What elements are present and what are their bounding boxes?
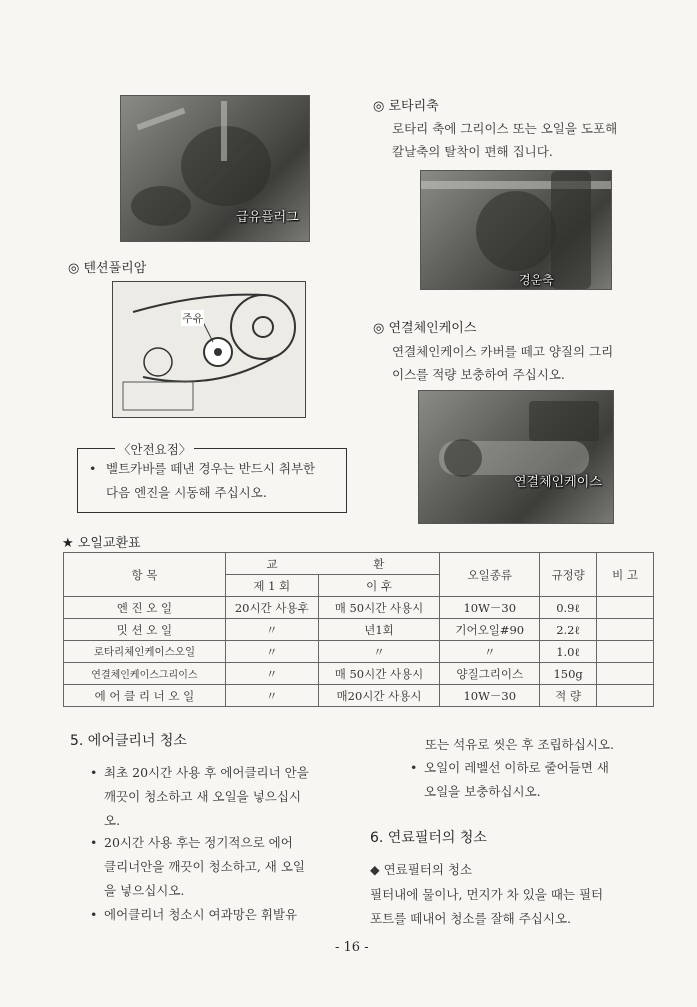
cell-after: 〃 — [318, 641, 440, 663]
cell-after: 년1회 — [318, 619, 440, 641]
oil-table-title: ★ 오일교환표 — [62, 536, 141, 551]
bullet-line: 오일이 레벨선 이하로 줄어들면 새 — [424, 760, 609, 775]
header-item: 항 목 — [64, 553, 226, 597]
cell-first: 〃 — [225, 641, 318, 663]
fuel-plug-label: 급유플러그 — [236, 210, 299, 225]
cell-oil-type: 10W－30 — [440, 685, 540, 707]
table-row — [64, 641, 654, 663]
cell-after: 매 50시간 사용시 — [318, 597, 440, 619]
cell-oil-type: 기어오일#90 — [440, 619, 540, 641]
section5-bullet-4: • 오일이 레벨선 이하로 줄어들면 새 오일을 보충하십시오. — [410, 756, 655, 804]
safety-line1: 벨트카바를 떼낸 경우는 반드시 취부한 — [106, 461, 316, 476]
oiling-point-label: 주유 — [182, 312, 204, 325]
oil-exchange-table — [63, 552, 654, 707]
chain-case-photo — [418, 390, 614, 524]
safety-line2: 다음 엔진을 시동해 주십시오. — [106, 485, 267, 500]
cell-oil-type: 양질그리이스 — [440, 663, 540, 685]
cell-oil-type: 〃 — [440, 641, 540, 663]
cell-item: 연결체인케이스그리이스 — [64, 663, 226, 685]
cell-amount: 2.2ℓ — [540, 619, 597, 641]
bullet-line: 오. — [104, 813, 121, 828]
section6-line2: 포트를 떼내어 청소를 잘해 주십시오. — [370, 911, 571, 926]
section5-heading: 5. 에어클리너 청소 — [70, 733, 187, 749]
header-change-1: 교 — [225, 553, 318, 575]
cell-note — [597, 641, 654, 663]
tension-pulley-heading: ◎ 텐션풀리암 — [68, 261, 147, 276]
cell-amount: 0.9ℓ — [540, 597, 597, 619]
cell-note — [597, 619, 654, 641]
fuel-plug-photo — [120, 95, 310, 242]
cell-oil-type: 10W－30 — [440, 597, 540, 619]
header-note: 비 고 — [597, 553, 654, 597]
section6-heading: 6. 연료필터의 청소 — [370, 830, 487, 846]
chain-case-line2: 이스를 적량 보충하여 주십시오. — [392, 367, 565, 382]
header-after: 이 후 — [318, 575, 440, 597]
bullet-line: 오일을 보충하십시오. — [424, 784, 541, 799]
cell-amount: 1.0ℓ — [540, 641, 597, 663]
cell-item: 로타리체인케이스오일 — [64, 641, 226, 663]
header-oil-type: 오일종류 — [440, 553, 540, 597]
section6-subheading: ◆ 연료필터의 청소 — [370, 862, 473, 877]
cell-note — [597, 663, 654, 685]
rotary-shaft-label: 경운축 — [519, 273, 554, 287]
cell-item: 에 어 클 리 너 오 일 — [64, 685, 226, 707]
bullet-line: 클리너안을 깨끗이 청소하고, 새 오일 — [104, 859, 305, 874]
rotary-shaft-photo — [420, 170, 612, 290]
bullet-line: 을 넣으십시오. — [104, 883, 185, 898]
bullet-line: 에어클리너 청소시 여과망은 휘발유 — [104, 907, 298, 922]
rotary-shaft-line2: 칼날축의 탈착이 편해 집니다. — [392, 144, 553, 159]
header-first: 제 1 회 — [225, 575, 318, 597]
chain-case-label: 연결체인케이스 — [514, 475, 602, 490]
cell-amount: 150g — [540, 663, 597, 685]
bullet-line: 최초 20시간 사용 후 에어클리너 안을 — [104, 765, 309, 780]
safety-title: 〈안전요점〉 — [115, 440, 194, 458]
cell-item: 엔 진 오 일 — [64, 597, 226, 619]
cell-first: 〃 — [225, 663, 318, 685]
section5-bullet-3: • 에어클리너 청소시 여과망은 휘발유 — [90, 903, 350, 927]
cell-first: 20시간 사용후 — [225, 597, 318, 619]
tension-pulley-diagram — [112, 281, 306, 418]
section5-bullet-2: • 20시간 사용 후는 정기적으로 에어 클리너안을 깨끗이 청소하고, 새 오일 을 넣으십시오. — [90, 831, 350, 903]
chain-case-line1: 연결체인케이스 카버를 떼고 양질의 그리 — [392, 344, 614, 359]
bullet-line: 20시간 사용 후는 정기적으로 에어 — [104, 835, 293, 850]
belt-pulley-drawing — [113, 282, 305, 417]
chain-case-heading: ◎ 연결체인케이스 — [373, 321, 477, 336]
rotary-shaft-heading: ◎ 로타리축 — [373, 99, 439, 114]
cell-first: 〃 — [225, 685, 318, 707]
cell-first: 〃 — [225, 619, 318, 641]
section5-continued: 또는 석유로 씻은 후 조립하십시오. — [425, 737, 614, 752]
section6-line1: 필터내에 물이나, 먼지가 차 있을 때는 필터 — [370, 887, 604, 902]
bullet-line: 깨끗이 청소하고 새 오일을 넣으십시 — [104, 789, 302, 804]
header-change-2: 환 — [318, 553, 440, 575]
cell-amount: 적 량 — [540, 685, 597, 707]
cell-after: 매20시간 사용시 — [318, 685, 440, 707]
table-row — [64, 663, 654, 685]
rotary-shaft-line1: 로타리 축에 그리이스 또는 오일을 도포해 — [392, 121, 618, 136]
header-amount: 규정량 — [540, 553, 597, 597]
safety-bullet: • — [89, 461, 97, 476]
cell-note — [597, 597, 654, 619]
cell-note — [597, 685, 654, 707]
cell-after: 매 50시간 사용시 — [318, 663, 440, 685]
table-row — [64, 685, 654, 707]
cell-item: 밋 션 오 일 — [64, 619, 226, 641]
page-number: - 16 - — [335, 940, 369, 955]
table-row — [64, 619, 654, 641]
section5-bullet-1: • 최초 20시간 사용 후 에어클리너 안을 깨끗이 청소하고 새 오일을 넣으십시 오. — [90, 761, 350, 833]
table-row — [64, 597, 654, 619]
